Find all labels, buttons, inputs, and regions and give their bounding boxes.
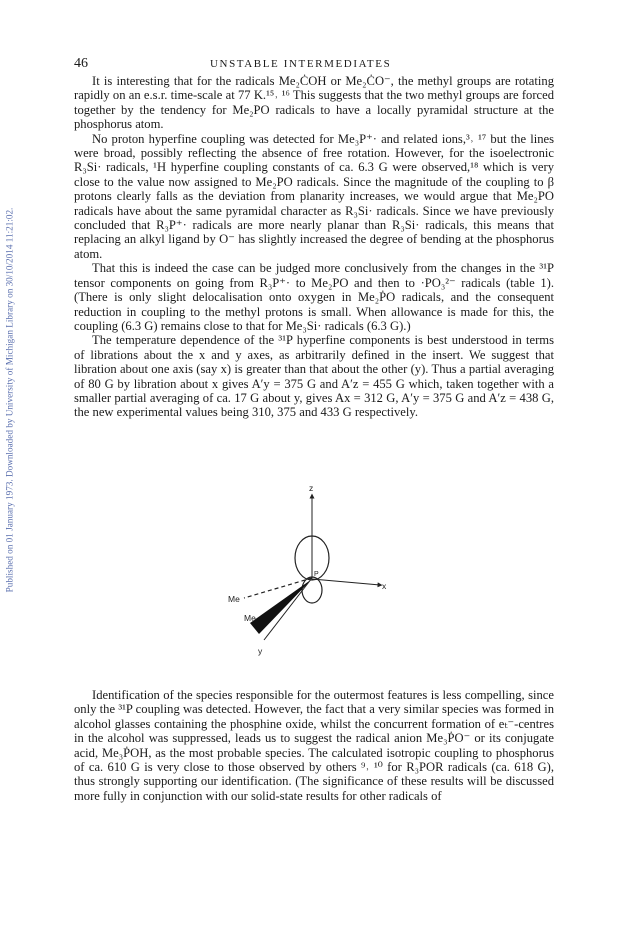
- paragraph: Identification of the species responsible for the outermost features is less compelling, since only the ³¹P coupling was detected. However, the fact that a very similar species was formed in alcohol glasses containing the phosphine oxide, whilst the concurrent formation of eₜ⁻-centres in the alcohol was suppressed, leads us to suggest the radical anion Me₃ṖO⁻ or its conjugate acid, Me₃ṖOH, as the most probable species. The calculated isotropic coupling to phosphorus of ca. 610 G is very close to those observed by others ⁹˒ ¹⁰ for R₃POR radicals (ca. 618 G), thus strongly supporting our identification. (The significance of these results will be discussed more fully in conjunction with our solid-state results for other radicals of: [74, 688, 554, 803]
- y-axis-label: y: [258, 646, 263, 656]
- download-notice: [2, 140, 16, 660]
- page-number: 46: [74, 56, 88, 71]
- z-axis-label: z: [309, 483, 314, 493]
- body-text-bottom: [74, 688, 554, 803]
- me-label-lower: Me: [244, 613, 256, 623]
- paragraph: It is interesting that for the radicals Me₂ĊOH or Me₂ĊO⁻, the methyl groups are rotating rapidly on an e.s.r. time-scale at 77 K.¹⁵˒ ¹⁶ This suggests that the two methyl groups are forced together by the tendency for Me₂PO radicals to have a locally pyramidal structure at the phosphorus atom.: [74, 74, 554, 132]
- paragraph: The temperature dependence of the ³¹P hyperfine components is best understood in terms of librations about the x and y axes, as arbitrarily defined in the insert. We suggest that libration about one axis (say x) is greater than that about the other (y). Thus a partial averaging of 80 G by libration about x gives A′y = 375 G and A′z = 455 G which, taken together with a smaller partial averaging of ca. 17 G about y, gives Ax = 312 G, A′y = 375 G and A′z = 438 G, the new experimental values being 310, 375 and 433 G respectively.: [74, 333, 554, 420]
- paragraph: No proton hyperfine coupling was detected for Me₃P⁺· and related ions,³˒ ¹⁷ but the lines were broad, possibly reflecting the absence of free rotation. However, for the isoelectronic R₃Si· radicals, ¹H hyperfine coupling constants of ca. 6.3 G were observed,¹⁸ which is very close to the value now assigned to Me₂PO radicals. Since the magnitude of the coupling to β protons clearly falls as the deviation from planarity increases, we would argue that Me₂PO radicals have about the same pyramidal character as R₃Si· radicals. Since we have previously concluded that R₃P⁺· radicals are more nearly planar than R₃Si· radicals, this means that replacing an alkyl ligand by O⁻ has slightly increased the degree of bending at the phosphorus atom.: [74, 131, 554, 261]
- me-label-upper: Me: [228, 594, 240, 604]
- x-axis-label: x: [382, 581, 387, 591]
- me-wedge-bond: [250, 579, 312, 634]
- phosphorus-atom-label: P: [314, 571, 319, 578]
- download-notice-text: Published on 01 January 1973. Downloaded by University of Michigan Library on 30/10/2014 11:21:02.: [4, 207, 15, 593]
- paragraph: That this is indeed the case can be judged more conclusively from the changes in the ³¹P tensor components on going from R₃P⁺· to Me₂PO and then to ·PO₃²⁻ radicals (table 1). (There is only slight delocalisation onto oxygen in Me₂ṖO radicals, and the consequent reduction in coupling to the methyl protons is small. When allowance is made for this, the coupling (6.3 G) remains close to that for Me₃Si· radicals (6.3 G).): [74, 261, 554, 333]
- orbital-lower-lobe: [302, 577, 322, 603]
- radical-geometry-figure: [222, 480, 392, 670]
- figure-svg: [222, 480, 392, 670]
- body-text-top: [74, 74, 554, 420]
- x-axis: [312, 579, 380, 585]
- running-head: UNSTABLE INTERMEDIATES: [210, 58, 392, 70]
